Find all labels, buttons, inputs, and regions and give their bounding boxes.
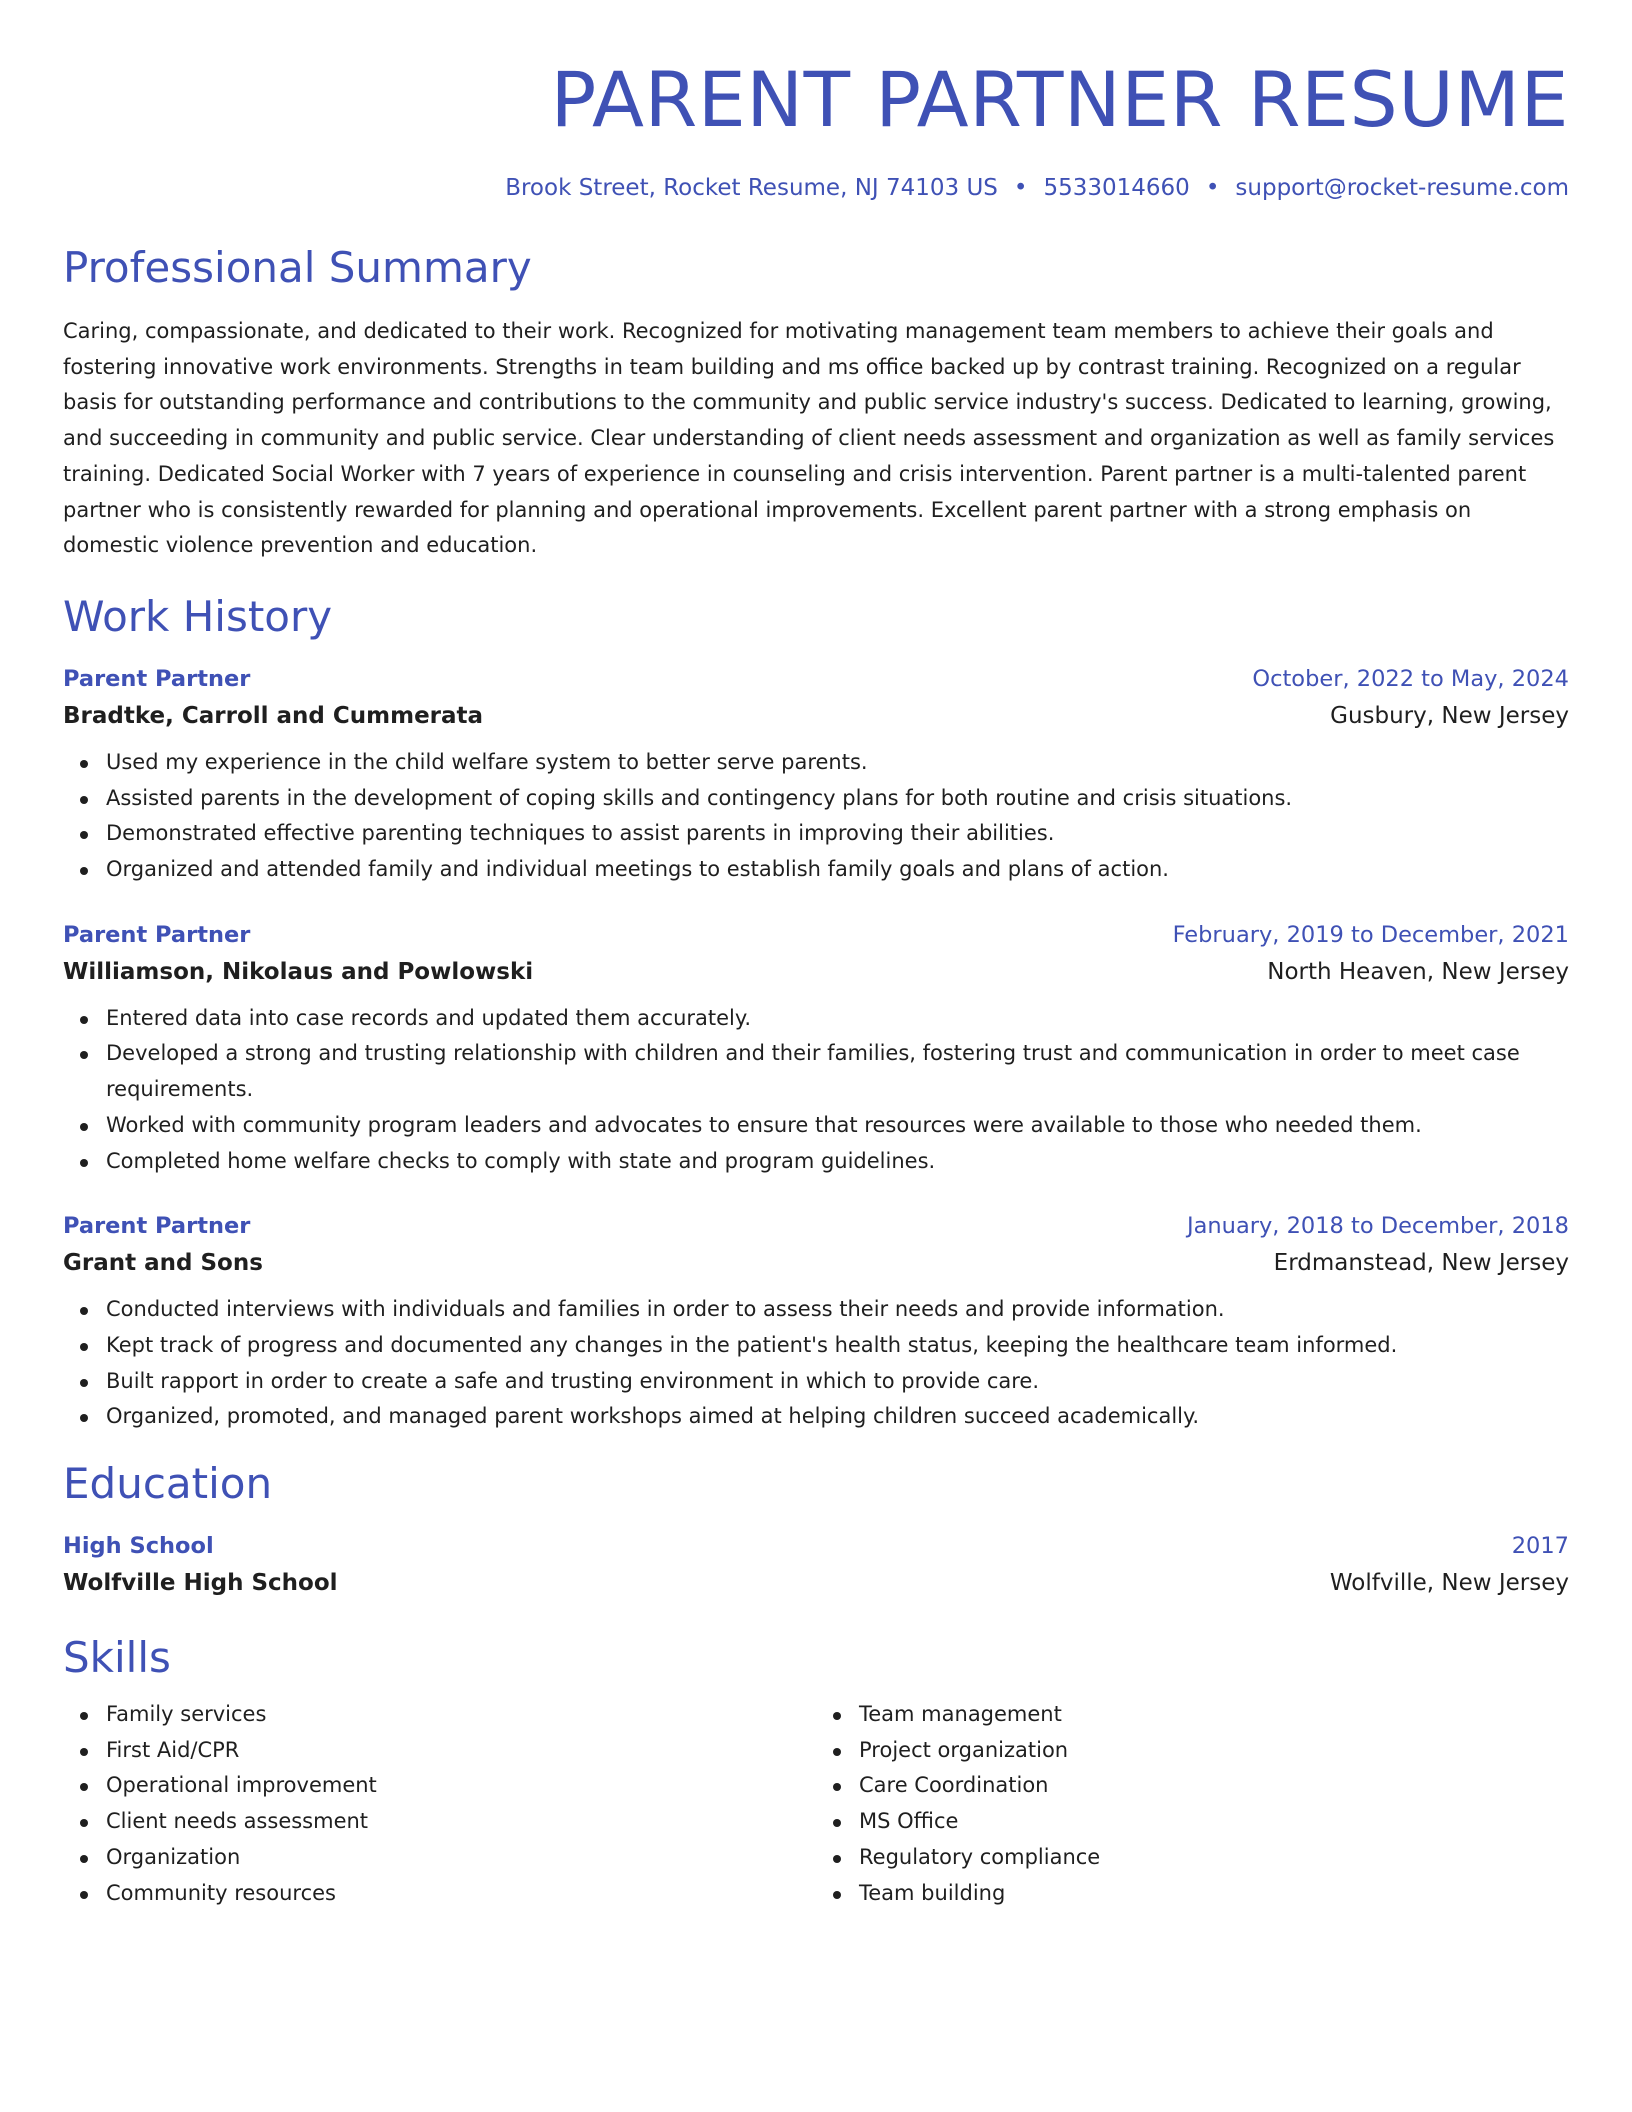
education-location: Wolfville, New Jersey xyxy=(1329,1570,1569,1597)
job-bullet: Conducted interviews with individuals and families in order to assess their needs and provide information. xyxy=(106,1292,1569,1328)
job-location: North Heaven, New Jersey xyxy=(1267,958,1569,985)
job-bullet: Demonstrated effective parenting techniques to assist parents in improving their abilities. xyxy=(106,816,1569,852)
education-year: 2017 xyxy=(1511,1533,1569,1560)
skills-right-column xyxy=(816,1697,1569,1911)
job-location: Gusbury, New Jersey xyxy=(1330,702,1569,729)
contact-line xyxy=(63,172,1569,204)
job-company-row xyxy=(63,696,1569,736)
summary-section xyxy=(63,241,1569,564)
job-company: Bradtke, Carroll and Cummerata xyxy=(63,702,484,729)
skill-item: Care Coordination xyxy=(859,1768,1569,1804)
summary-heading: Professional Summary xyxy=(63,243,532,292)
job-bullet: Built rapport in order to create a safe and trusting environment in which to provide care. xyxy=(106,1364,1569,1400)
contact-phone: 5533014660 xyxy=(1043,175,1190,201)
job-role: Parent Partner xyxy=(63,921,251,948)
contact-separator: • xyxy=(1013,175,1028,201)
education-degree: High School xyxy=(63,1533,214,1560)
job-dates: February, 2019 to December, 2021 xyxy=(1172,921,1569,948)
contact-address: Brook Street, Rocket Resume, NJ 74103 US xyxy=(505,175,998,201)
skill-item: Family services xyxy=(106,1697,816,1733)
job-bullet: Worked with community program leaders and advocates to ensure that resources were available to those who needed them. xyxy=(106,1108,1569,1144)
skill-item: Client needs assessment xyxy=(106,1804,816,1840)
job-bullets xyxy=(63,1292,1569,1435)
skill-item: Project organization xyxy=(859,1733,1569,1769)
resume-header xyxy=(63,52,1569,204)
job-header-row xyxy=(63,662,1569,696)
skill-item: Regulatory compliance xyxy=(859,1840,1569,1876)
job-entry xyxy=(63,1209,1569,1435)
contact-separator: • xyxy=(1205,175,1220,201)
work-history-section xyxy=(63,590,1569,1435)
job-company: Grant and Sons xyxy=(63,1250,263,1277)
skill-item: Team building xyxy=(859,1876,1569,1912)
skill-item: MS Office xyxy=(859,1804,1569,1840)
skill-item: Team management xyxy=(859,1697,1569,1733)
education-header-row xyxy=(63,1529,1569,1563)
skill-item: Operational improvement xyxy=(106,1768,816,1804)
skills-section xyxy=(63,1631,1569,1911)
job-role: Parent Partner xyxy=(63,1213,251,1240)
skills-columns xyxy=(63,1697,1569,1911)
job-location: Erdmanstead, New Jersey xyxy=(1273,1250,1569,1277)
job-role: Parent Partner xyxy=(63,665,251,692)
job-bullet: Entered data into case records and updated them accurately. xyxy=(106,1001,1569,1037)
job-bullet: Developed a strong and trusting relationship with children and their families, fostering trust and communication in order to meet case requirements. xyxy=(106,1036,1569,1107)
work-history-heading: Work History xyxy=(63,591,333,641)
skills-left-column xyxy=(63,1697,816,1911)
job-entry xyxy=(63,662,1569,888)
education-heading: Education xyxy=(63,1459,273,1509)
job-dates: January, 2018 to December, 2018 xyxy=(1187,1213,1569,1240)
job-bullet: Completed home welfare checks to comply with state and program guidelines. xyxy=(106,1144,1569,1180)
job-bullet: Organized, promoted, and managed parent workshops aimed at helping children succeed academically. xyxy=(106,1399,1569,1435)
job-header-row xyxy=(63,1209,1569,1243)
job-company: Williamson, Nikolaus and Powlowski xyxy=(63,958,534,985)
skill-item: First Aid/CPR xyxy=(106,1733,816,1769)
job-bullet: Kept track of progress and documented any changes in the patient's health status, keeping the healthcare team informed. xyxy=(106,1328,1569,1364)
skill-item: Organization xyxy=(106,1840,816,1876)
job-bullet: Organized and attended family and individual meetings to establish family goals and plans of action. xyxy=(106,852,1569,888)
job-company-row xyxy=(63,952,1569,992)
education-school: Wolfville High School xyxy=(63,1570,338,1597)
job-company-row xyxy=(63,1243,1569,1283)
job-entry xyxy=(63,918,1569,1180)
resume-title: PARENT PARTNER RESUME xyxy=(550,55,1569,144)
job-bullets xyxy=(63,1001,1569,1180)
skills-heading: Skills xyxy=(63,1633,171,1683)
skill-item: Community resources xyxy=(106,1876,816,1912)
education-entry xyxy=(63,1529,1569,1603)
education-section xyxy=(63,1457,1569,1603)
job-header-row xyxy=(63,918,1569,952)
summary-text: Caring, compassionate, and dedicated to their work. Recognized for motivating management team members to achieve their goals and fostering innovative work environments. Strengths in team building and ms office backed up by contrast training. Recognized on a regular basis for outstanding performance and contributions to the community and public service industry's success. Dedicated to learning, growing, and succeeding in community and public service. Clear understanding of client needs assessment and organization as well as family services training. Dedicated Social Worker with 7 years of experience in counseling and crisis intervention. Parent partner is a multi-talented parent partner who is consistently rewarded for planning and operational improvements. Excellent parent partner with a strong emphasis on domestic violence prevention and education. xyxy=(63,319,1555,558)
contact-email: support@rocket-resume.com xyxy=(1235,175,1569,201)
job-bullet: Used my experience in the child welfare system to better serve parents. xyxy=(106,745,1569,781)
education-school-row xyxy=(63,1563,1569,1603)
job-dates: October, 2022 to May, 2024 xyxy=(1252,665,1569,692)
job-bullets xyxy=(63,745,1569,888)
job-bullet: Assisted parents in the development of coping skills and contingency plans for both routine and crisis situations. xyxy=(106,781,1569,817)
